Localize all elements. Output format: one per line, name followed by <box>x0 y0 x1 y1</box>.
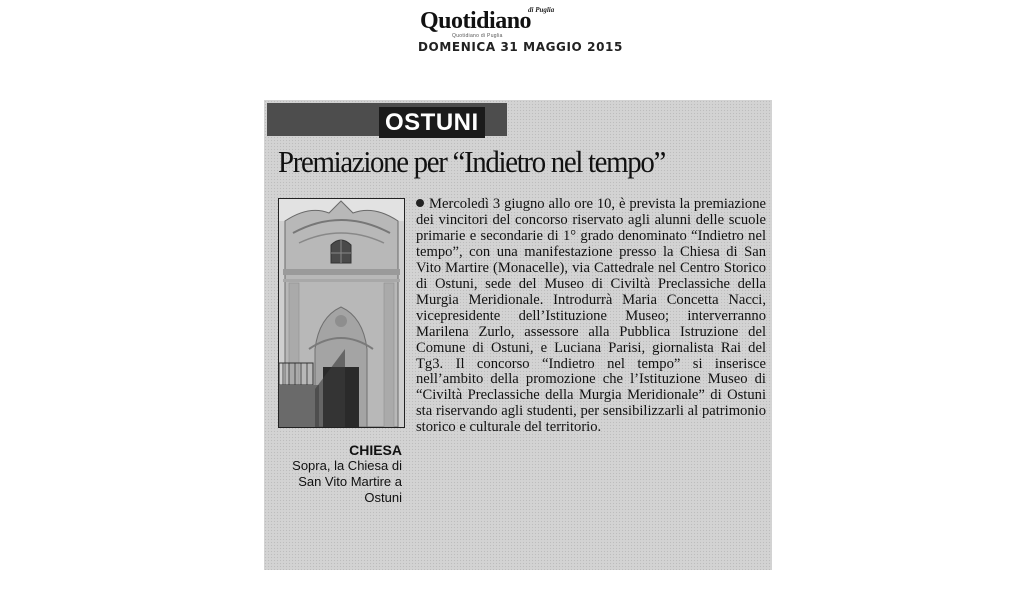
masthead <box>0 0 1024 60</box>
newspaper-logo <box>420 8 570 40</box>
caption-title: CHIESA <box>349 442 402 458</box>
church-photo <box>278 198 405 428</box>
church-facade-image <box>279 199 404 427</box>
section-label: OSTUNI <box>379 107 485 138</box>
bullet-icon <box>416 199 424 207</box>
logo-superscript: di Puglia <box>528 6 555 14</box>
headline: Premiazione per “Indietro nel tempo” <box>278 144 666 179</box>
publication-date: DOMENICA 31 MAGGIO 2015 <box>418 40 623 54</box>
logo-tagline: Quotidiano di Puglia <box>452 33 503 39</box>
logo-name: Quotidiano <box>420 8 532 34</box>
photo-caption <box>270 442 402 506</box>
section-bar <box>267 103 507 136</box>
caption-text: Sopra, la Chiesa di San Vito Martire a Ostuni <box>292 458 402 505</box>
article-text: Mercoledì 3 giugno allo ore 10, è prevista la premiazione dei vincitori del concorso riservato agli alunni delle scuole primarie e secondarie di 1° grado denominato “Indietro nel tempo”, con una manifestazione presso la Chiesa di San Vito Martire (Monacelle), via Cattedrale nel Centro Storico di Ostuni, sede del Museo di Civiltà Preclassiche della Murgia Meridionale. Introdurrà Maria Concetta Nacci, vicepresidente dell’Istituzione Museo; interverranno Marilena Zurlo, assessore alla Pubblica Istruzione del Comune di Ostuni, e Luciana Parisi, giornalista Rai del Tg3. Il concorso “Indietro nel tempo” si inserisce nell’ambito della promozione che l’Istituzione Museo di “Civiltà Preclassiche della Murgia Meridionale” di Ostuni sta riservando agli studenti, per sensibilizzarli al patrimonio storico e culturale del territorio. <box>416 196 766 436</box>
newspaper-clipping <box>264 100 772 570</box>
article-body <box>416 197 766 436</box>
